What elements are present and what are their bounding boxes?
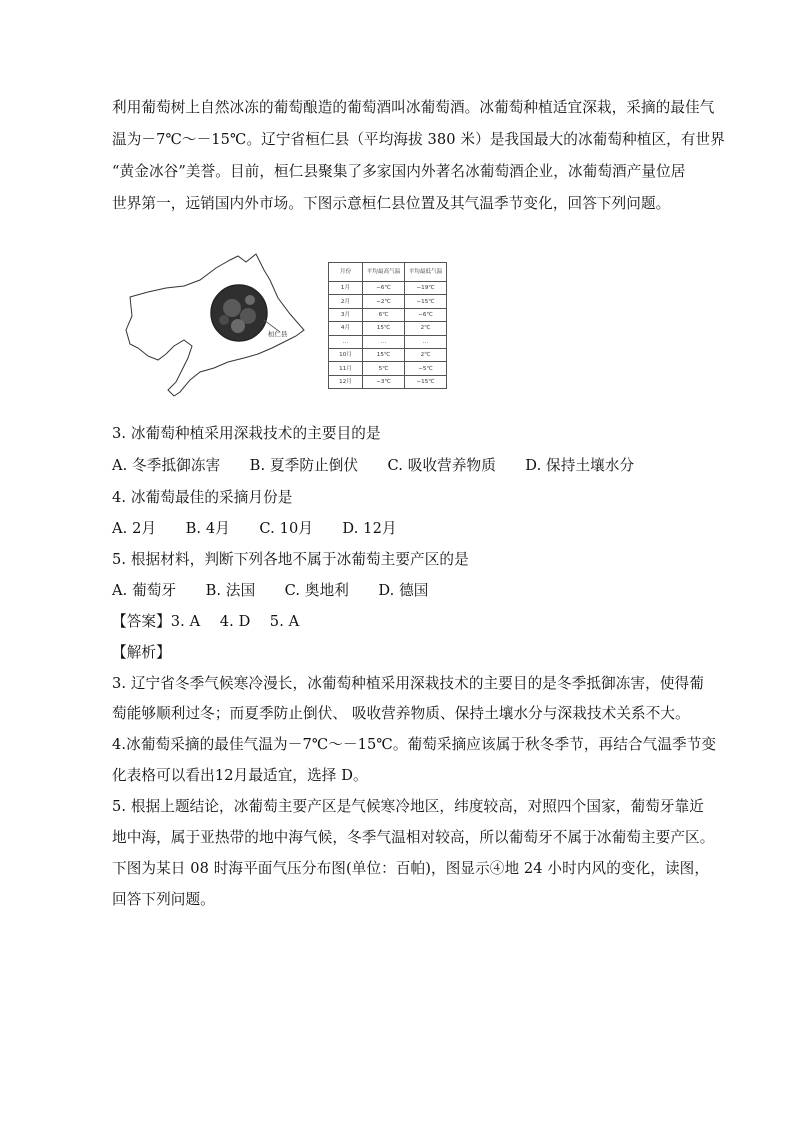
table-row	[329, 308, 447, 321]
photo-inset-texture	[231, 319, 245, 333]
analysis-line-5: 5. 根据上题结论，冰葡萄主要产区是气候寒冷地区，纬度较高，对照四个国家，葡萄牙靠近	[112, 798, 704, 815]
question-4-stem: 4. 冰葡萄最佳的采摘月份是	[112, 489, 293, 506]
table-cell: …	[329, 335, 363, 348]
intro-line-1: 利用葡萄树上自然冰冻的葡萄酿造的葡萄酒叫冰葡萄酒。冰葡萄种植适宜深栽，采摘的最佳气	[112, 99, 715, 116]
analysis-line-4: 化表格可以看出12月最适宜，选择 D。	[112, 767, 368, 784]
table-cell: 4月	[329, 322, 363, 335]
table-cell: 2℃	[405, 322, 447, 335]
intro-line-2: 温为－7℃～－15℃。辽宁省桓仁县（平均海拔 380 米）是我国最大的冰葡萄种植区，有世界	[112, 131, 725, 148]
table-header-row	[329, 263, 447, 282]
table-cell: −2℃	[363, 295, 405, 308]
analysis-line-3: 4.冰葡萄采摘的最佳气温为－7℃～－15℃。葡萄采摘应该属于秋冬季节，再结合气温季节变	[112, 736, 717, 753]
table-row	[329, 348, 447, 361]
table-cell: −6℃	[363, 282, 405, 295]
analysis-line-7: 下图为某日 08 时海平面气压分布图(单位：百帕)，图显示④地 24 小时内风的变化，读图，	[112, 860, 710, 877]
intro-line-4: 世界第一，远销国内外市场。下图示意桓仁县位置及其气温季节变化，回答下列问题。	[112, 195, 671, 212]
question-3-stem: 3. 冰葡萄种植采用深栽技术的主要目的是	[112, 425, 381, 442]
table-row	[329, 335, 447, 348]
photo-inset-texture	[245, 295, 255, 305]
table-cell: …	[405, 335, 447, 348]
table-cell: …	[363, 335, 405, 348]
liaoning-map-figure	[118, 250, 318, 400]
temperature-table-figure	[328, 262, 446, 412]
table-cell: −6℃	[405, 308, 447, 321]
photo-inset-texture	[223, 299, 241, 317]
table-cell: 2℃	[405, 348, 447, 361]
table-cell: −5℃	[405, 362, 447, 375]
table-row	[329, 375, 447, 388]
analysis-line-8: 回答下列问题。	[112, 891, 215, 908]
table-cell: 5℃	[363, 362, 405, 375]
analysis-heading: 【解析】	[112, 644, 171, 661]
photo-inset-texture	[219, 315, 229, 325]
analysis-line-1: 3. 辽宁省冬季气候寒冷漫长，冰葡萄种植采用深栽技术的主要目的是冬季抵御冻害，使得葡	[112, 675, 704, 692]
table-cell: 2月	[329, 295, 363, 308]
liaoning-map	[118, 250, 318, 400]
table-header: 月份	[329, 263, 363, 282]
table-cell: 3月	[329, 308, 363, 321]
table-row	[329, 322, 447, 335]
table-row	[329, 295, 447, 308]
table-cell: 6℃	[363, 308, 405, 321]
table-cell: 12月	[329, 375, 363, 388]
table-row	[329, 282, 447, 295]
table-cell: 10月	[329, 348, 363, 361]
table-cell: −15℃	[405, 295, 447, 308]
table-cell: 11月	[329, 362, 363, 375]
question-5-stem: 5. 根据材料，判断下列各地不属于冰葡萄主要产区的是	[112, 551, 469, 568]
table-row	[329, 362, 447, 375]
answer-line: 【答案】3. A 4. D 5. A	[112, 613, 300, 630]
question-5-options: A. 葡萄牙 B. 法国 C. 奥地利 D. 德国	[112, 582, 429, 599]
table-cell: −3℃	[363, 375, 405, 388]
county-label: 桓仁县	[268, 330, 288, 338]
table-cell: 15℃	[363, 322, 405, 335]
table-cell: 15℃	[363, 348, 405, 361]
intro-line-3: “黄金冰谷”美誉。目前，桓仁县聚集了多家国内外著名冰葡萄酒企业，冰葡萄酒产量位居	[112, 163, 686, 180]
analysis-line-2: 萄能够顺利过冬；而夏季防止倒伏、 吸收营养物质、保持土壤水分与深栽技术关系不大。	[112, 705, 690, 722]
table-cell: −15℃	[405, 375, 447, 388]
question-4-options: A. 2月 B. 4月 C. 10月 D. 12月	[112, 520, 397, 537]
table-header: 平均最低气温	[405, 263, 447, 282]
temperature-table	[328, 262, 447, 389]
table-cell: −19℃	[405, 282, 447, 295]
table-cell: 1月	[329, 282, 363, 295]
table-header: 平均最高气温	[363, 263, 405, 282]
analysis-line-6: 地中海，属于亚热带的地中海气候，冬季气温相对较高，所以葡萄牙不属于冰葡萄主要产区。	[112, 829, 715, 846]
question-3-options: A. 冬季抵御冻害 B. 夏季防止倒伏 C. 吸收营养物质 D. 保持土壤水分	[112, 457, 635, 474]
